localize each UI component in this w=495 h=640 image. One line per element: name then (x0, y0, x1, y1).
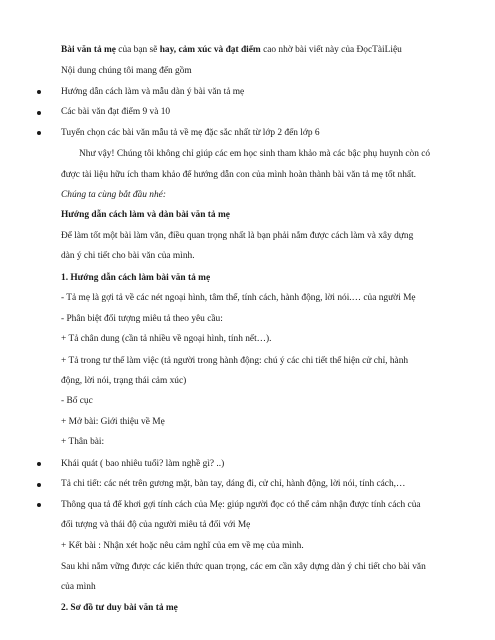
guide-line-1: Để làm tốt một bài làm văn, điều quan trọng nhất là bạn phải nắm được cách làm và xây dựng (61, 230, 414, 241)
section-1-ending: + Kết bài : Nhận xét hoặc nêu cảm nghĩ của em về mẹ của mình. (61, 540, 304, 551)
section-1-bullet: Thông qua tả để khơi gợi tính cách của Mẹ: giúp người đọc có thể cảm nhận được tính cách của (61, 499, 421, 510)
intro-title-bold-2: hay, cảm xúc và đạt điểm (159, 44, 261, 55)
toc-item: Tuyển chọn các bài văn mẫu tả về mẹ đặc sắc nhất từ lớp 2 đến lớp 6 (61, 127, 320, 138)
section-1-line: - Tả mẹ là gợi tả về các nét ngoại hình, tâm thế, tính cách, hành động, lời nói.… của người Mẹ (61, 293, 416, 304)
contents-label: Nội dung chúng tôi mang đến gồm (61, 66, 192, 77)
bullet-icon (37, 131, 41, 135)
guide-heading: Hướng dẫn cách làm và dàn bài văn tả mẹ (61, 210, 230, 221)
section-1-line: + Mở bài: Giới thiệu về Mẹ (61, 416, 165, 427)
preface-line-2: được tài liệu hữu ích tham khảo để hướng dẫn con của mình hoàn thành bài văn tả mẹ tốt nhất. (61, 169, 417, 180)
guide-line-2: dàn ý chi tiết cho bài văn của mình. (61, 251, 195, 262)
section-1-line: + Tả trong tư thế làm việc (tả người trong hành động: chú ý các chi tiết thể hiện cử chỉ, hành (61, 355, 409, 366)
intro-title-text: của bạn sẽ (115, 44, 160, 55)
toc-item: Các bài văn đạt điểm 9 và 10 (61, 107, 171, 118)
bullet-icon (37, 111, 41, 115)
bullet-icon (37, 462, 41, 466)
bullet-icon (37, 503, 41, 507)
section-1-summary-2: của mình (61, 582, 96, 593)
toc-item: Hướng dẫn cách làm và mẫu dàn ý bài văn tả mẹ (61, 86, 245, 97)
section-1-summary-1: Sau khi nắm vững được các kiến thức quan trọng, các em cần xây dựng dàn ý chi tiết cho bài văn (61, 562, 426, 572)
section-1-bullet-cont: đối tượng và thái độ của người miêu tả đối với Mẹ (61, 520, 251, 531)
intro-line (61, 44, 402, 56)
section-1-line: + Tả chân dung (cần tả nhiều về ngoại hình, tính nết…). (61, 334, 272, 345)
bullet-icon (37, 90, 41, 94)
section-1-line: - Bố cục (61, 396, 93, 407)
section-1-line: động, lời nói, trạng thái cảm xúc) (61, 376, 187, 386)
section-1-bullet: Khái quát ( bao nhiêu tuổi? làm nghề gì? ..) (61, 458, 225, 469)
section-1-line: - Phân biệt đối tượng miêu tả theo yêu cầu: (61, 313, 223, 324)
preface-line-1: Như vậy! Chúng tôi không chỉ giúp các em học sinh tham khảo mà các bậc phụ huynh còn có (79, 149, 431, 160)
intro-title-text-2: cao nhờ bài viết này của ĐọcTàiLiệu (260, 44, 402, 55)
bullet-icon (37, 483, 41, 487)
section-2-heading: 2. Sơ đồ tư duy bài văn tả mẹ (61, 602, 178, 613)
intro-title-bold: Bài văn tả mẹ (61, 44, 116, 55)
section-1-line: + Thân bài: (61, 437, 105, 448)
section-1-bullet: Tả chi tiết: các nét trên gương mặt, bàn tay, dáng đi, cử chỉ, hành động, lời nói, tính cách,… (61, 479, 406, 490)
section-1-heading: 1. Hướng dẫn cách làm bài văn tả mẹ (61, 272, 211, 283)
preface-start: Chúng ta cùng bắt đầu nhé: (61, 190, 166, 200)
